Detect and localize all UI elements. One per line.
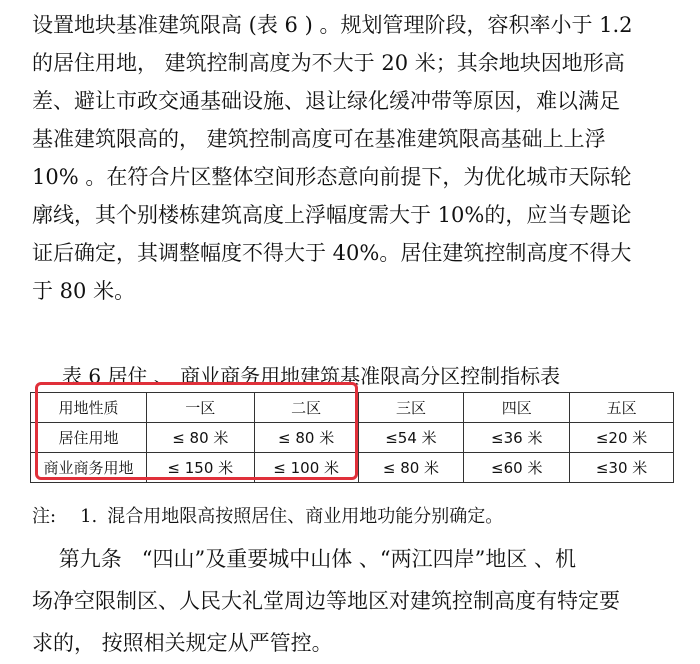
header-zone-4: 四区 (464, 393, 570, 423)
height-limit-table (30, 392, 674, 483)
table-cell: ≤20 米 (570, 423, 674, 453)
text-line: 设置地块基准建筑限高 (表 6 ) 。规划管理阶段，容积率小于 1.2 (32, 13, 633, 37)
paragraph-height-rules (32, 6, 672, 310)
header-zone-3: 三区 (358, 393, 464, 423)
header-zone-5: 五区 (570, 393, 674, 423)
table-cell: ≤ 80 米 (358, 453, 464, 483)
text-line: 求的， 按照相关规定从严管控。 (32, 631, 333, 655)
table-cell: ≤ 80 米 (254, 423, 358, 453)
table-header-row (31, 393, 674, 423)
row-label-residential: 居住用地 (31, 423, 147, 453)
table-cell: ≤ 150 米 (146, 453, 254, 483)
text-line: 差、避让市政交通基础设施、退让绿化缓冲带等原因，难以满足 (32, 89, 620, 113)
text-line: 场净空限制区、人民大礼堂周边等地区对建筑控制高度有特定要 (32, 589, 620, 613)
table-cell: ≤30 米 (570, 453, 674, 483)
text-line: 证后确定，其调整幅度不得大于 40%。居住建筑控制高度不得大 (32, 241, 632, 265)
paragraph-article-9 (32, 538, 672, 664)
table-cell: ≤36 米 (464, 423, 570, 453)
row-label-commercial: 商业商务用地 (31, 453, 147, 483)
text-line: 的居住用地， 建筑控制高度为不大于 20 米；其余地块因地形高 (32, 51, 625, 75)
table-note (32, 502, 503, 528)
table-cell: ≤60 米 (464, 453, 570, 483)
table-row (31, 453, 674, 483)
note-number: 1. (80, 506, 98, 527)
table-caption: 表 6 居住 、 商业商务用地建筑基准限高分区控制指标表 (62, 364, 561, 388)
note-text: 混合用地限高按照居住、商业用地功能分别确定。 (107, 506, 504, 527)
table-cell: ≤ 80 米 (146, 423, 254, 453)
text-line: 基准建筑限高的， 建筑控制高度可在基准建筑限高基础上上浮 (32, 127, 606, 151)
table-cell: ≤54 米 (358, 423, 464, 453)
header-land-use: 用地性质 (31, 393, 147, 423)
note-label: 注: (32, 506, 57, 527)
header-zone-1: 一区 (146, 393, 254, 423)
text-line: 第九条 “四山”及重要城中山体 、“两江四岸”地区 、机 (32, 547, 577, 571)
text-line: 10% 。在符合片区整体空间形态意向前提下，为优化城市天际轮 (32, 165, 632, 189)
table-row (31, 423, 674, 453)
header-zone-2: 二区 (254, 393, 358, 423)
text-line: 廓线，其个别楼栋建筑高度上浮幅度需大于 10%的，应当专题论 (32, 203, 632, 227)
text-line: 于 80 米。 (32, 279, 136, 303)
table-cell: ≤ 100 米 (254, 453, 358, 483)
